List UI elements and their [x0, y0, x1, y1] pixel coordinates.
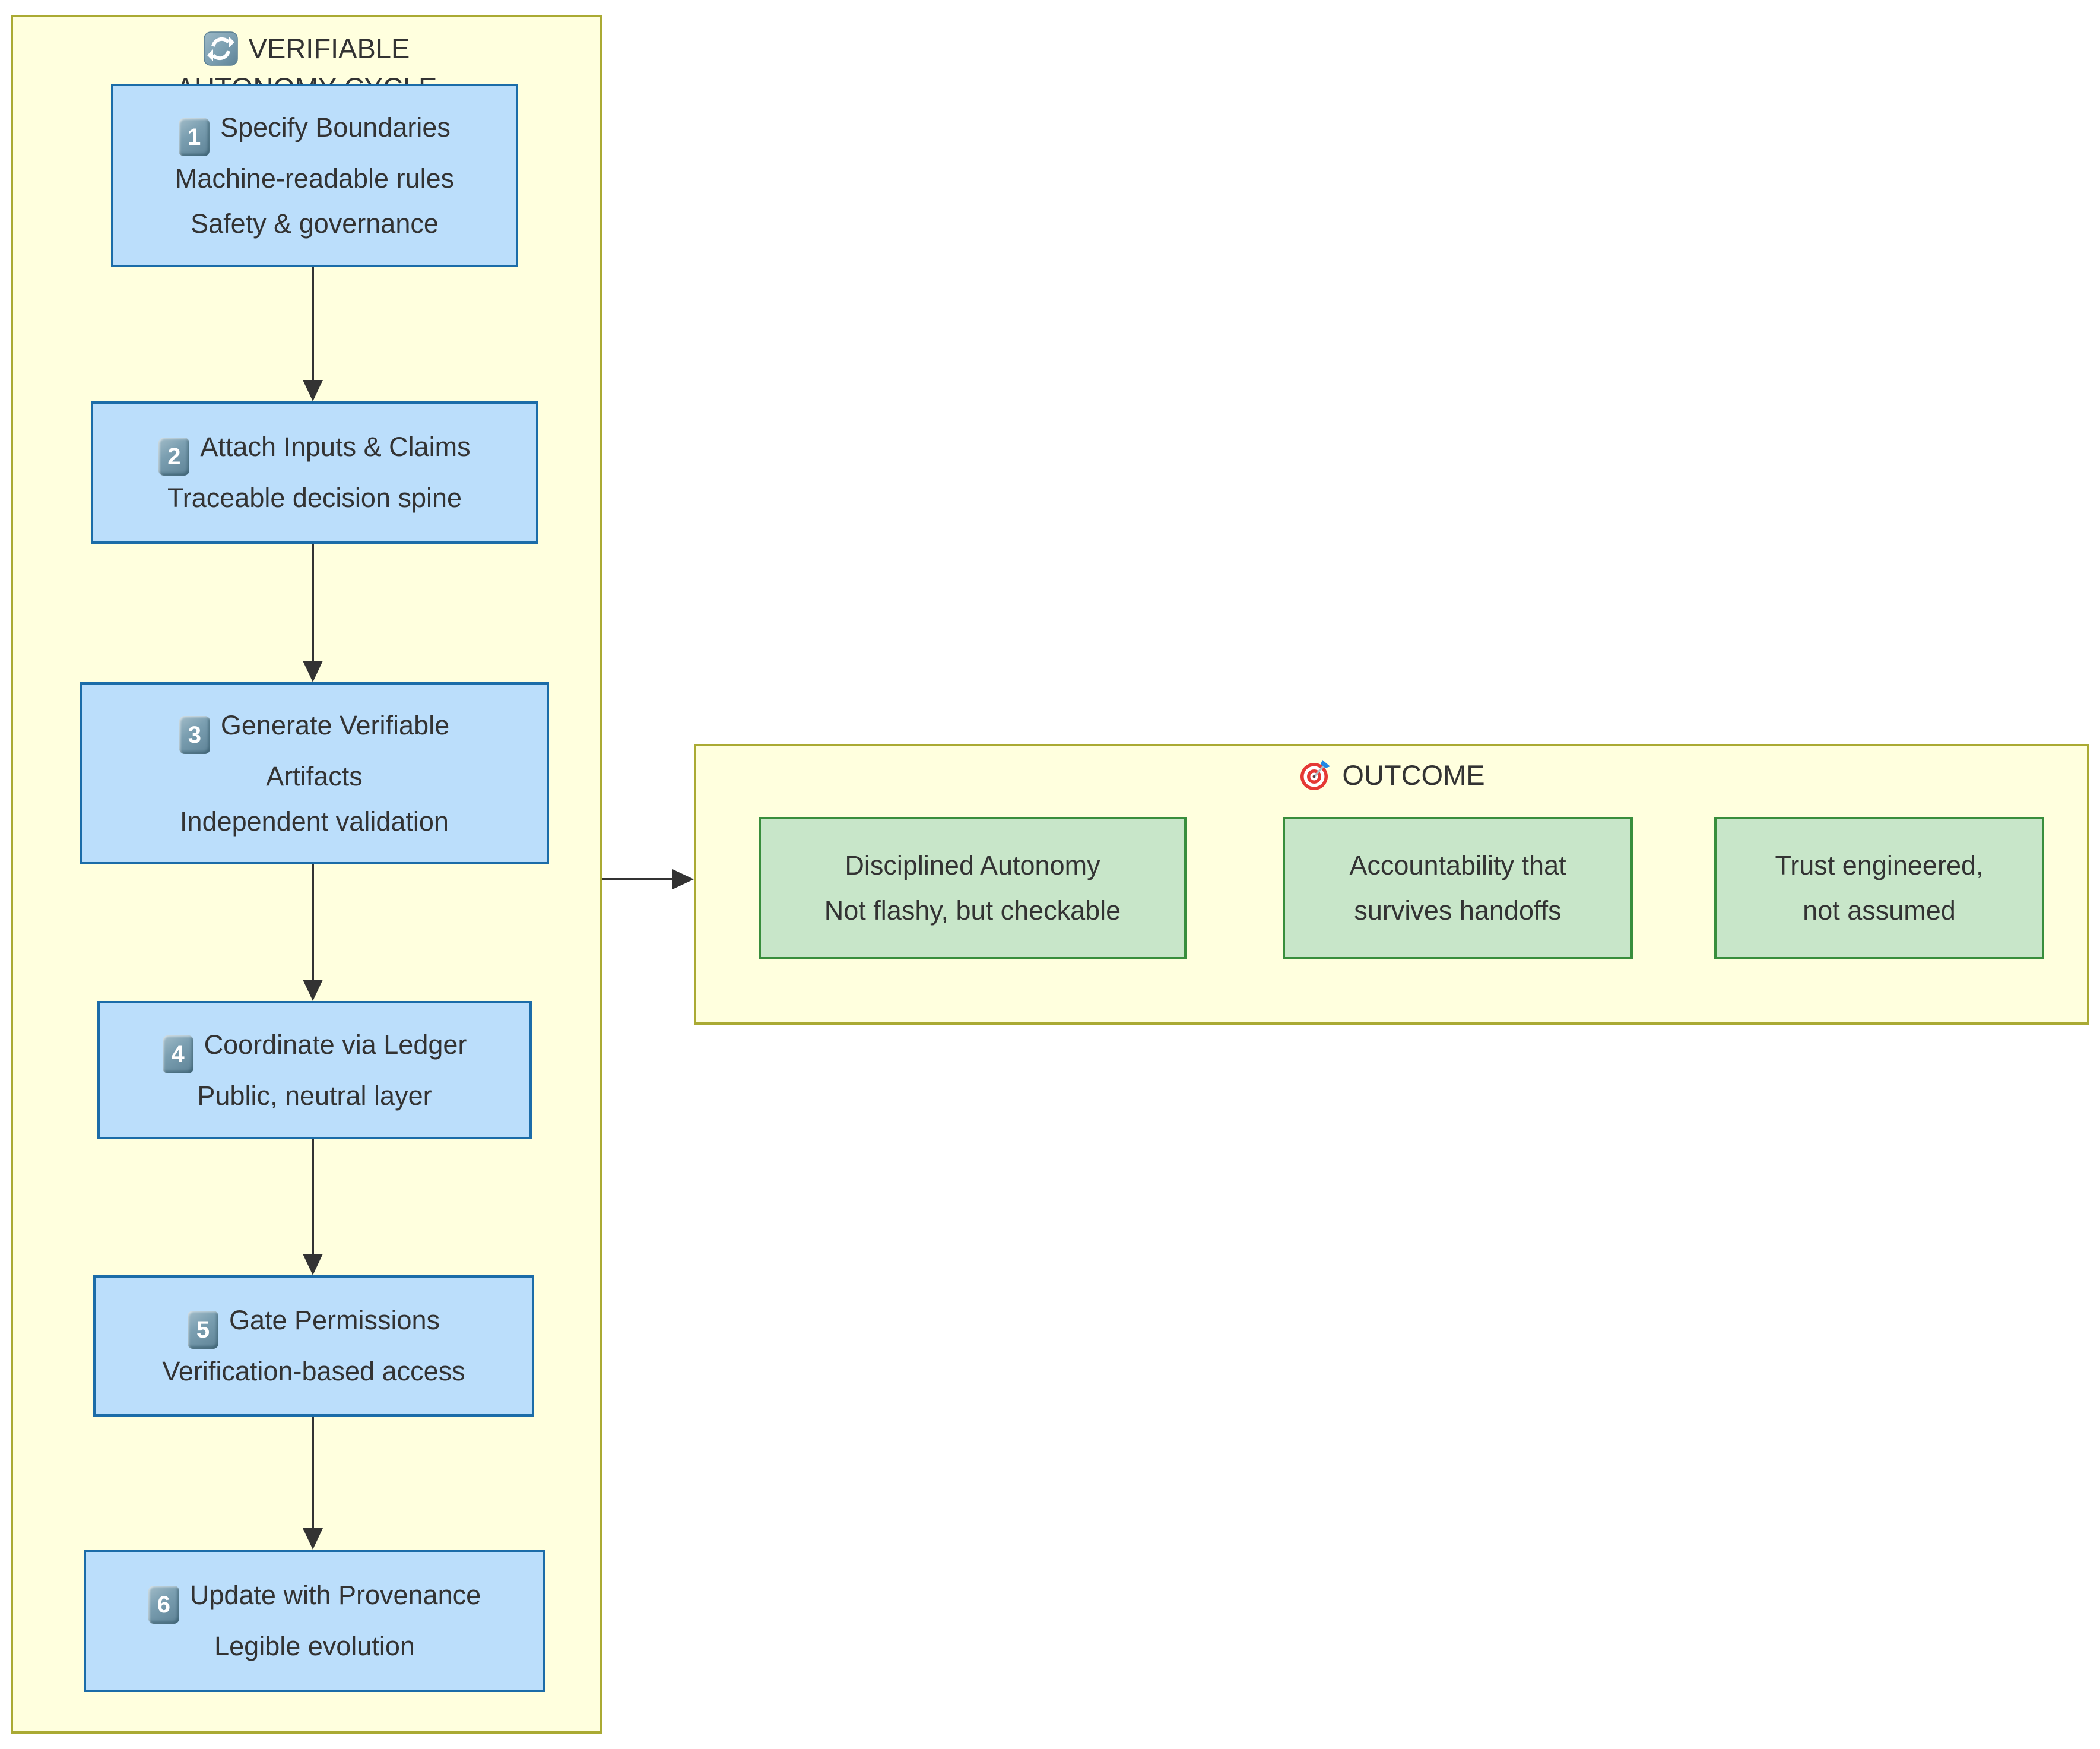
step-4-subtitle-1: Public, neutral layer — [197, 1080, 432, 1111]
outcome-group — [694, 744, 2089, 1025]
arrow-step1-to-step2 — [312, 267, 314, 380]
cycle-title-text-1: VERIFIABLE — [248, 33, 410, 64]
counterclockwise-arrows-icon — [204, 31, 238, 66]
step-4-title-line: 4 Coordinate via Ledger — [163, 1022, 467, 1073]
step-2-subtitle-1: Traceable decision spine — [167, 483, 462, 513]
step-1-subtitle-2: Safety & governance — [191, 208, 439, 239]
step-node-3 — [80, 682, 549, 864]
step-node-6 — [84, 1550, 545, 1692]
keycap-2-icon: 2 — [158, 438, 189, 476]
outcome-3-line-2: not assumed — [1803, 895, 1956, 926]
arrow-step2-to-step3 — [312, 544, 314, 661]
outcome-2-line-2: survives handoffs — [1354, 895, 1562, 926]
outcome-title-text: OUTCOME — [1342, 759, 1485, 791]
outcome-1-line-2: Not flashy, but checkable — [824, 895, 1121, 926]
arrow-step4-to-step5 — [312, 1139, 314, 1254]
outcome-node-trust-engineered — [1714, 817, 2044, 959]
outcome-group-title — [696, 756, 2087, 795]
keycap-4-icon: 4 — [163, 1035, 193, 1073]
outcome-3-line-1: Trust engineered, — [1775, 850, 1984, 880]
verifiable-autonomy-cycle-group — [11, 15, 602, 1734]
step-node-2 — [91, 401, 538, 544]
step-6-title-line: 6 Update with Provenance — [148, 1573, 481, 1624]
step-6-subtitle-1: Legible evolution — [214, 1631, 415, 1661]
outcome-2-line-1: Accountability that — [1349, 850, 1566, 880]
target-icon — [1298, 759, 1331, 792]
outcome-node-accountability — [1283, 817, 1633, 959]
step-1-title-line: 1 Specify Boundaries — [179, 105, 451, 156]
step-5-title-line: 5 Gate Permissions — [188, 1298, 440, 1349]
keycap-3-icon: 3 — [179, 716, 210, 754]
cycle-title-line1 — [13, 29, 600, 68]
step-2-title-line: 2 Attach Inputs & Claims — [158, 424, 470, 476]
step-1-subtitle-1: Machine-readable rules — [175, 163, 455, 194]
outcome-title-line — [696, 756, 2087, 795]
arrow-cycle-to-outcome — [602, 878, 672, 880]
step-3-title-line2: Artifacts — [266, 761, 363, 791]
step-3-title-line: 3 Generate Verifiable — [179, 703, 449, 754]
step-3-subtitle-1: Independent validation — [180, 806, 449, 837]
keycap-1-icon: 1 — [179, 118, 210, 156]
outcome-1-line-1: Disciplined Autonomy — [845, 850, 1100, 880]
keycap-6-icon: 6 — [148, 1586, 179, 1624]
step-node-1 — [111, 84, 518, 267]
step-node-5 — [93, 1275, 534, 1417]
keycap-5-icon: 5 — [188, 1311, 218, 1349]
step-node-4 — [97, 1001, 532, 1139]
step-5-subtitle-1: Verification-based access — [162, 1356, 465, 1386]
outcome-node-disciplined-autonomy — [759, 817, 1187, 959]
arrow-step3-to-step4 — [312, 864, 314, 980]
arrow-step5-to-step6 — [312, 1417, 314, 1528]
